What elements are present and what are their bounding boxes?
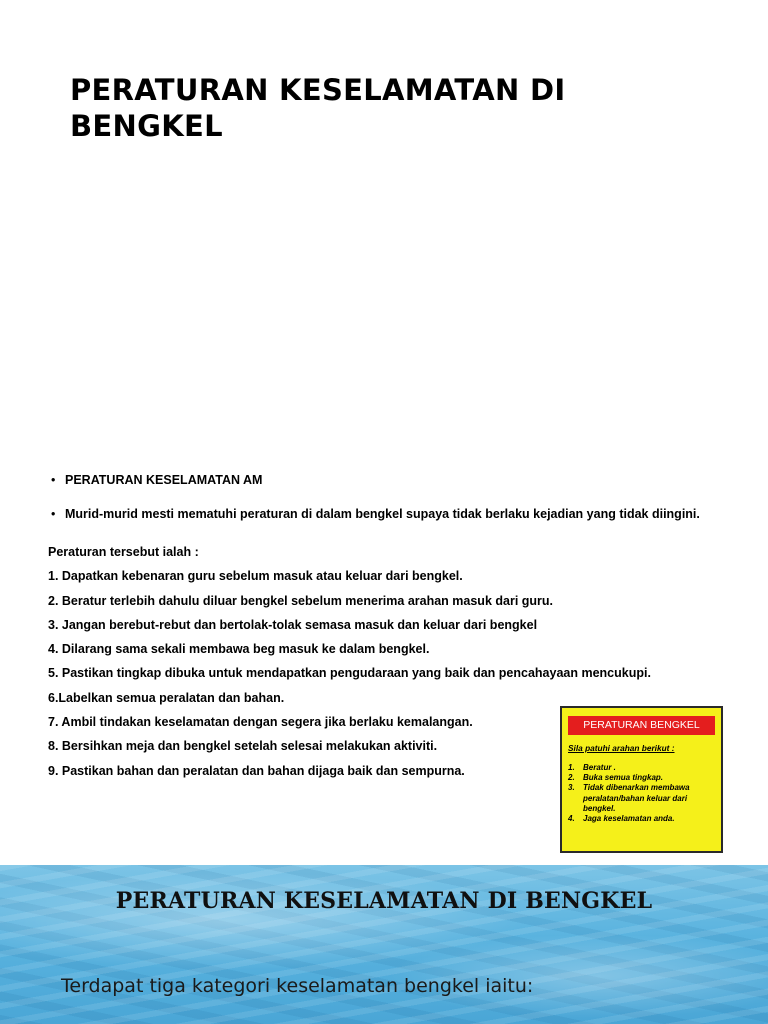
rule-item: 7. Ambil tindakan keselamatan dengan segera jika berlaku kemalangan. (48, 715, 473, 730)
rule-item: 9. Pastikan bahan dan peralatan dan bahan dijaga baik dan sempurna. (48, 763, 465, 778)
poster-item-text: Buka semua tingkap. (583, 773, 664, 783)
poster-title: PERATURAN BENGKEL (568, 716, 715, 735)
poster-item-text: Jaga keselamatan anda. (583, 814, 675, 824)
poster-item (568, 783, 715, 814)
poster-intro: Sila patuhi arahan berikut : (568, 743, 675, 753)
rule-item: 1. Dapatkan kebenaran guru sebelum masuk atau keluar dari bengkel. (48, 569, 463, 584)
slide-title: PERATURAN KESELAMATAN DI BENGKEL (70, 73, 566, 143)
rule-item: 6.Labelkan semua peralatan dan bahan. (48, 690, 285, 705)
bullet-text: PERATURAN KESELAMATAN AM (65, 473, 263, 487)
rule-item: 3. Jangan berebut-rebut dan bertolak-tolak semasa masuk dan keluar dari bengkel (48, 617, 538, 632)
rule-item: 4. Dilarang sama sekali membawa beg masuk ke dalam bengkel. (48, 642, 430, 657)
poster-list (568, 763, 715, 824)
poster-item-number: 1. (568, 763, 575, 772)
rules-intro: Peraturan tersebut ialah : (48, 545, 199, 559)
bullet-text: Murid-murid mesti mematuhi peraturan di dalam bengkel supaya tidak berlaku kejadian yang tidak diingini. (65, 507, 700, 521)
poster-item-text: Beratur . (583, 763, 616, 772)
rule-item: 2. Beratur terlebih dahulu diluar bengkel sebelum menerima arahan masuk dari guru. (48, 593, 554, 608)
rule-item: 8. Bersihkan meja dan bengkel setelah selesai melakukan aktiviti. (48, 739, 438, 754)
poster-item-number: 2. (568, 773, 575, 783)
slide-2-title: PERATURAN KESELAMATAN DI BENGKEL (115, 888, 653, 914)
bullet-item (48, 506, 748, 522)
bullet-marker: • (51, 473, 56, 487)
bullet-item (48, 472, 748, 488)
poster-item (568, 773, 715, 783)
poster-item-number: 3. (568, 783, 575, 793)
bullet-marker: • (51, 507, 56, 521)
slide-2-body: Terdapat tiga kategori keselamatan bengkel iaitu: (61, 975, 534, 997)
poster-item-number: 4. (568, 814, 575, 824)
poster-item-text: Tidak dibenarkan membawa peralatan/bahan keluar dari bengkel. (583, 783, 690, 813)
poster-item (568, 814, 715, 824)
workshop-rules-poster (560, 706, 723, 853)
slide-2 (0, 865, 768, 1024)
poster-item (568, 763, 715, 773)
rule-item: 5. Pastikan tingkap dibuka untuk mendapatkan pengudaraan yang baik dan pencahayaan mencukupi. (48, 666, 651, 681)
